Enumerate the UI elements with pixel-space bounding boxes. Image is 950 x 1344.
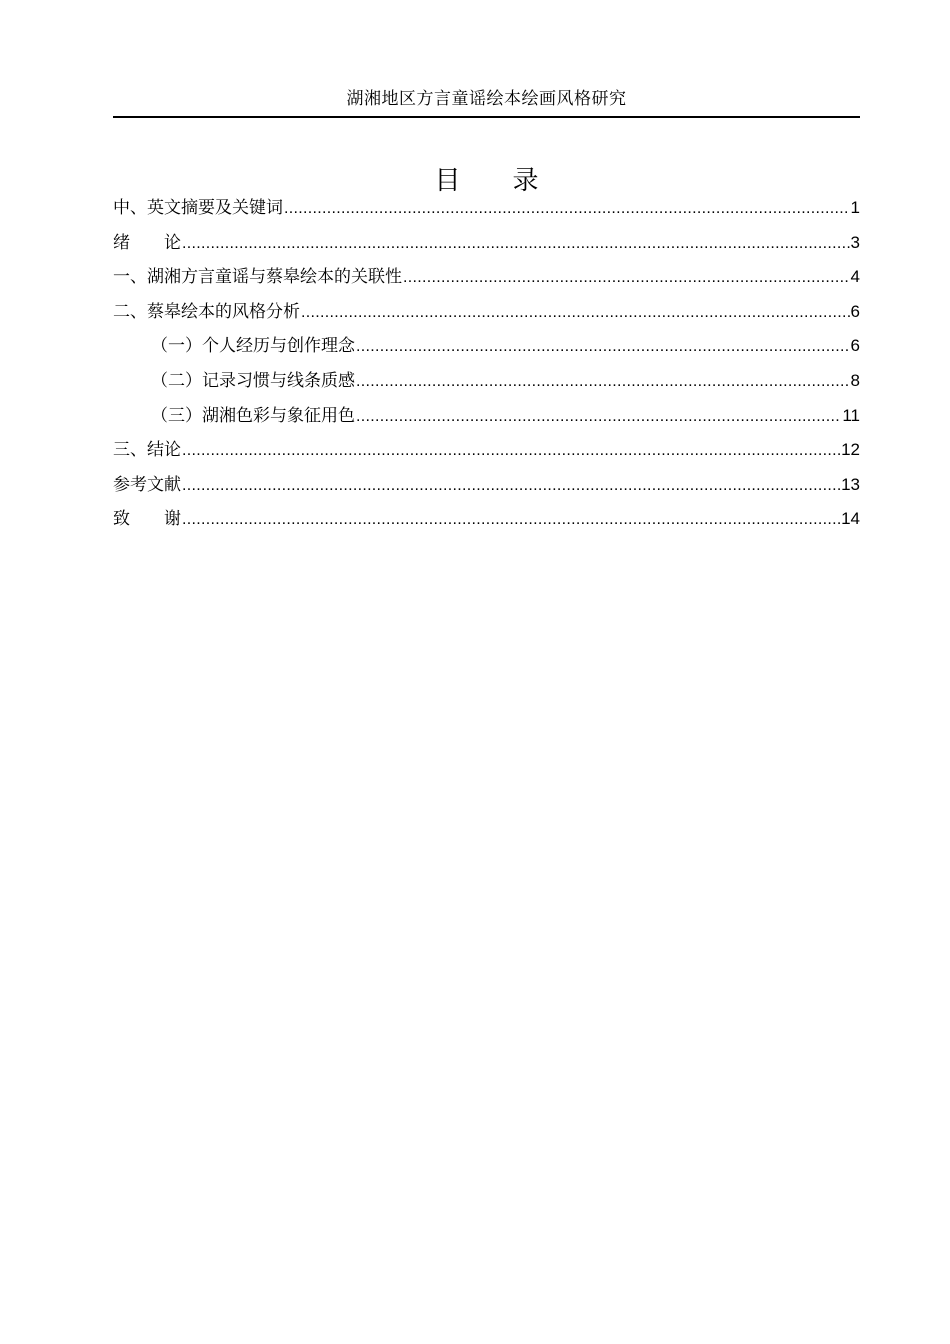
toc-entry-text: （二）记录习惯与线条质感 [151,370,355,391]
toc-entry-text: 中、英文摘要及关键词 [113,198,283,218]
header-rule [113,116,860,118]
toc-page-number: 13 [841,474,860,494]
toc-page-number: 8 [850,370,860,390]
toc-dot-leader [356,335,850,359]
toc-entry-chapter-1[interactable] [113,265,860,300]
toc-entry-acknowledgements[interactable] [113,507,860,542]
toc-entry-references[interactable] [113,473,860,508]
toc-dot-leader [356,405,841,429]
toc-page-number: 6 [850,301,860,321]
toc-page-number: 12 [841,440,860,460]
toc-entry-text: （一）个人经历与创作理念 [151,336,355,357]
toc-entry-section-2-1[interactable] [113,334,860,369]
toc-entry-text: 绪 论 [113,232,181,253]
toc-entry-text: 参考文献 [113,474,181,495]
table-of-contents [113,196,860,542]
toc-entry-introduction[interactable] [113,231,860,266]
toc-entry-text: 一、湖湘方言童谣与蔡皋绘本的关联性 [113,267,402,288]
toc-page-number: 3 [850,232,860,252]
toc-entry-abstract[interactable] [113,196,860,231]
toc-entry-text: 致 谢 [113,509,181,530]
toc-page-number: 1 [850,198,860,217]
toc-entry-text: （三）湖湘色彩与象征用色 [151,405,355,426]
toc-entry-text: 三、结论 [113,440,181,461]
toc-dot-leader [182,508,840,532]
toc-page-number: 11 [842,405,860,425]
toc-entry-section-2-2[interactable] [113,369,860,404]
toc-page-number: 14 [841,509,860,529]
toc-page-number: 4 [850,267,860,287]
toc-dot-leader [403,266,850,290]
toc-entry-text: 二、蔡皋绘本的风格分析 [113,301,300,322]
toc-dot-leader [182,474,840,498]
toc-dot-leader [182,439,840,463]
toc-dot-leader [301,301,850,325]
toc-title: 目 录 [434,166,539,196]
running-header: 湖湘地区方言童谣绘本绘画风格研究 [346,89,627,109]
toc-dot-leader [284,197,850,221]
toc-entry-section-2-3[interactable] [113,404,860,439]
toc-dot-leader [182,232,850,256]
toc-dot-leader [356,370,850,394]
toc-entry-chapter-3[interactable] [113,438,860,473]
toc-entry-chapter-2[interactable] [113,300,860,335]
toc-page-number: 6 [850,336,860,356]
